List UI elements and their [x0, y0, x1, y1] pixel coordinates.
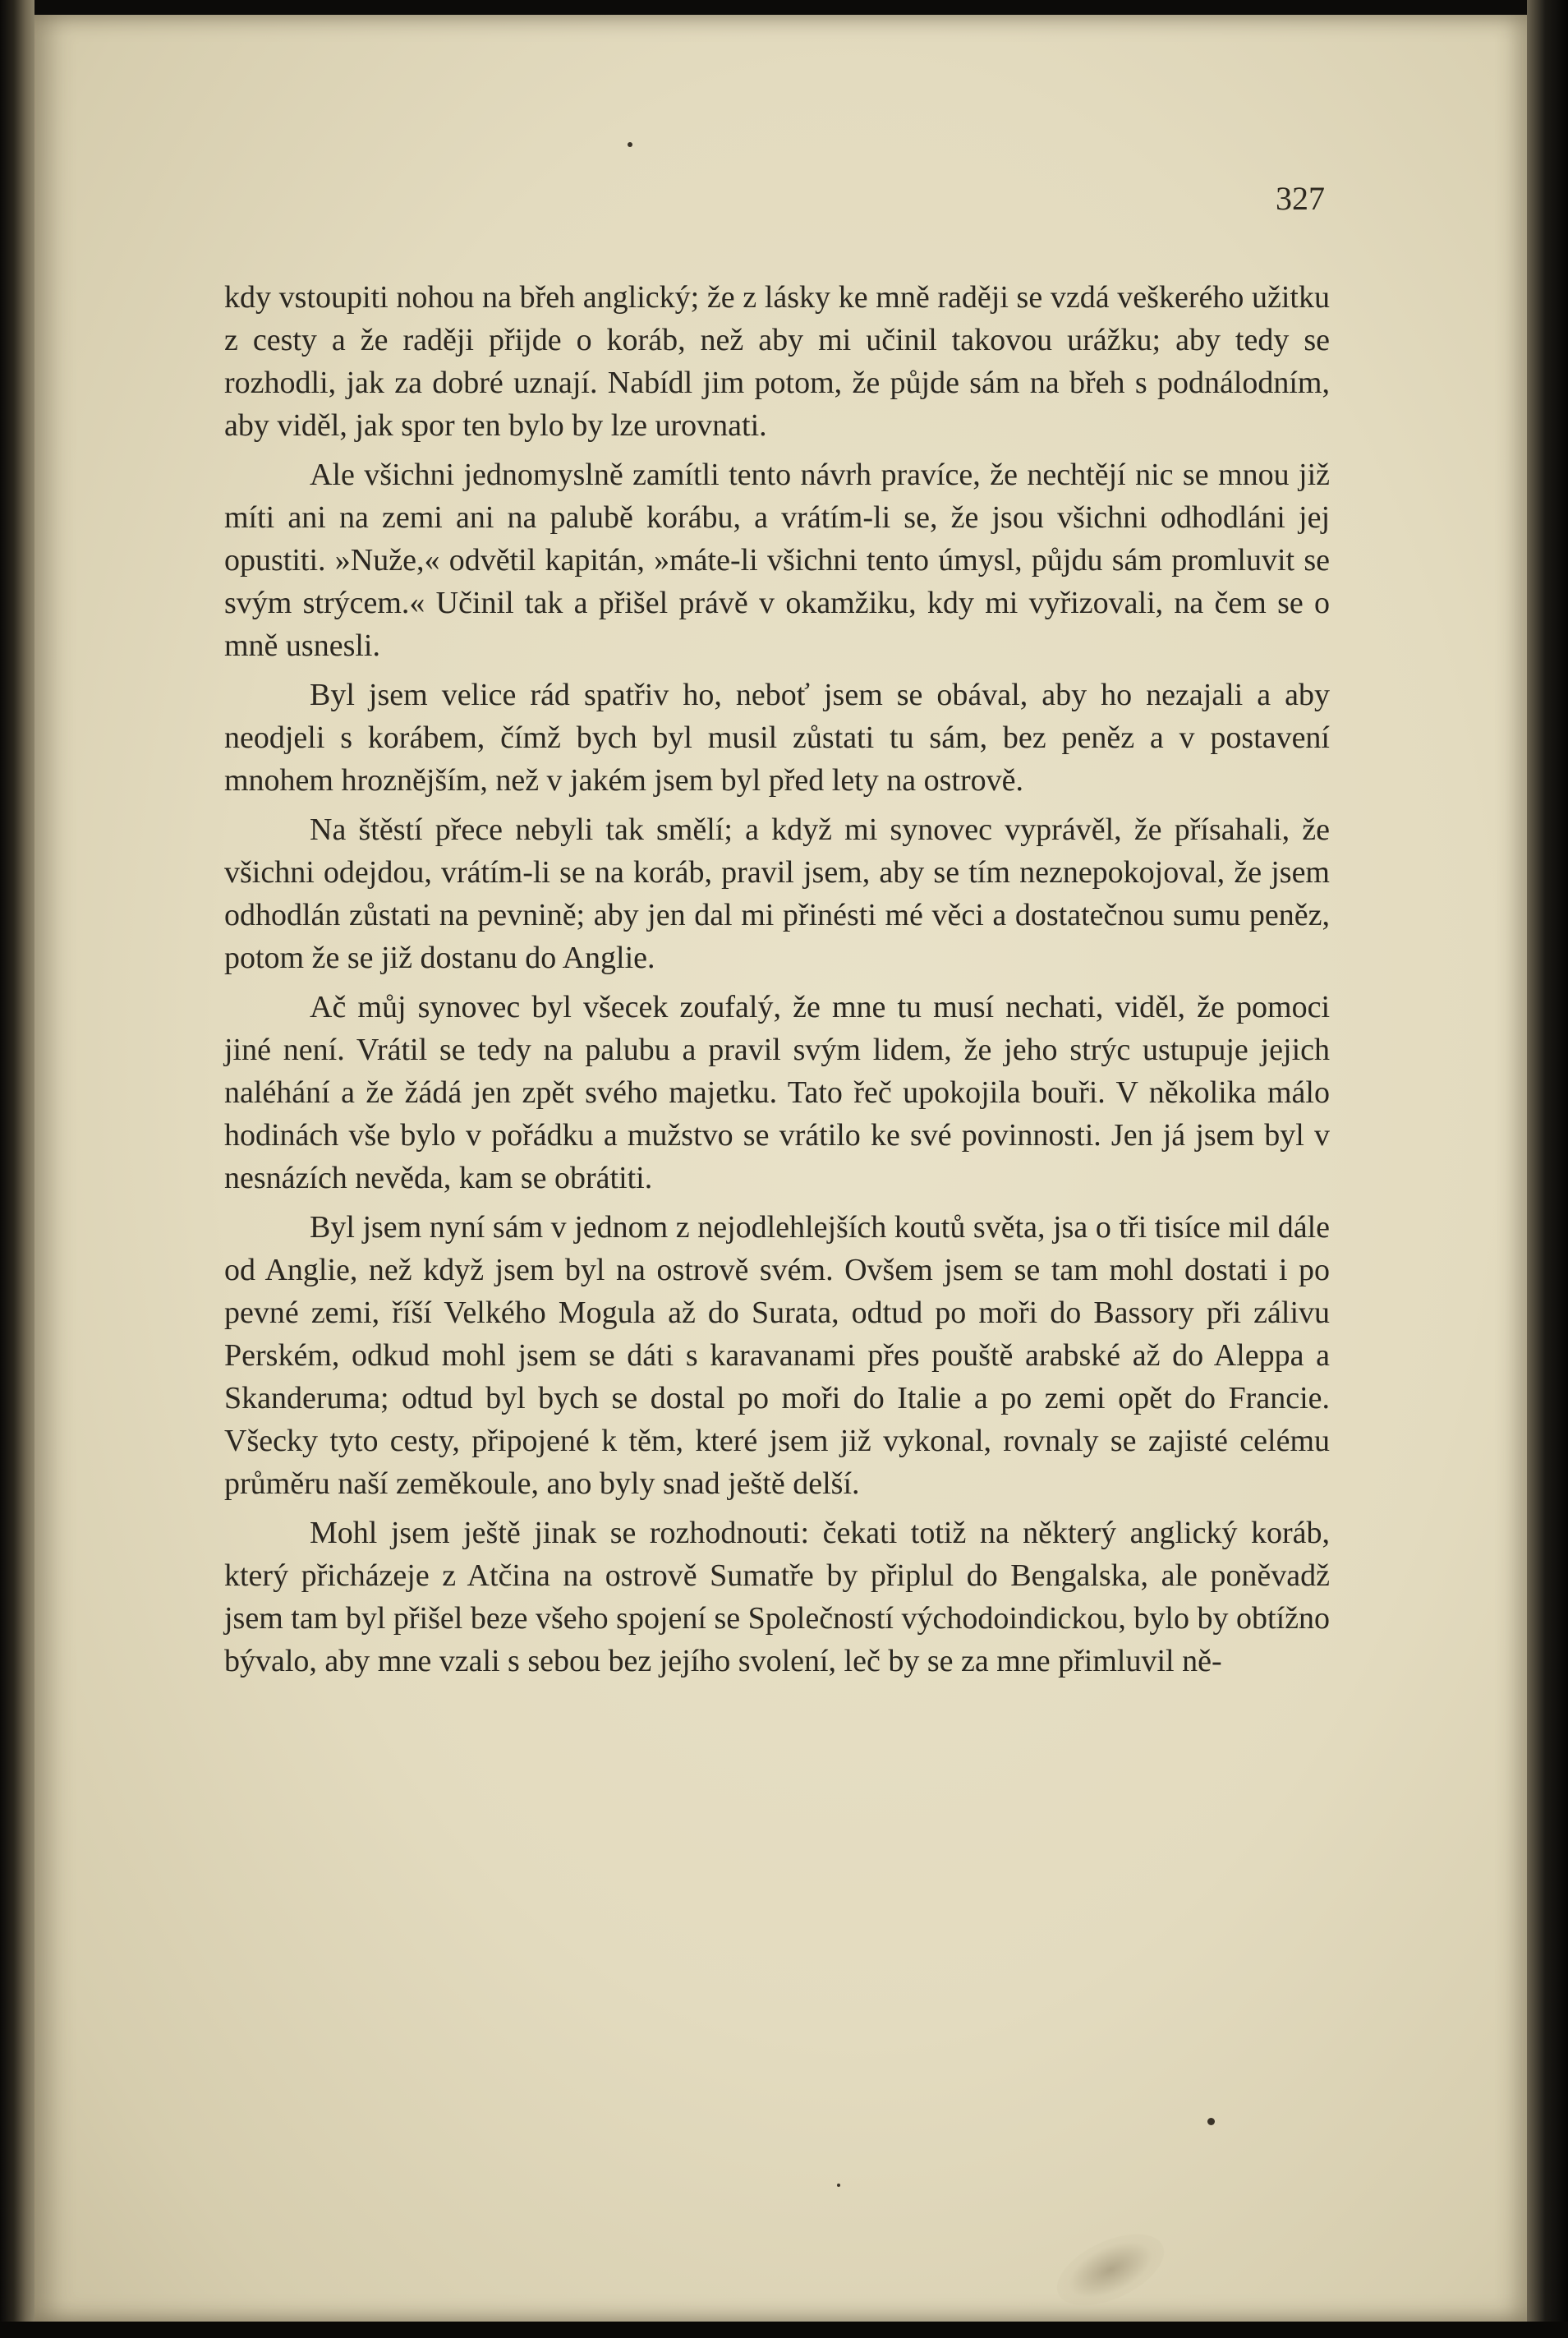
- paper-page: [34, 15, 1527, 2322]
- ink-speck-lower: [837, 2184, 840, 2187]
- paragraph-1: kdy vstoupiti nohou na břeh anglický; že z lásky ke mně raději se vzdá veškerého užitku z cesty a že raději přijde o koráb, než aby mi učinil takovou urážku; aby tedy se rozhodli, jak za dobré uznají. Nabídl jim potom, že půjde sám na břeh s podnálodním, aby viděl, jak spor ten bylo by lze urovnati.: [224, 280, 1330, 443]
- ink-speck-top: [628, 142, 632, 147]
- scan-top-edge: [0, 0, 1568, 16]
- paragraph-4: Na štěstí přece nebyli tak smělí; a když mi synovec vyprávěl, že přísahali, že všichni odejdou, vrátím-li se na koráb, pravil jsem, aby se tím neznepokojoval, že jsem odhodlán zůstati na pevnině; aby jen dal mi přinésti mé věci a dostatečnou sumu peněz, potom že se již dostanu do Anglie.: [224, 812, 1330, 975]
- paragraph-7: Mohl jsem ještě jinak se rozhodnouti: čekati totiž na některý anglický koráb, který přicházeje z Atčina na ostrově Sumatře by připlul do Bengalska, ale poněvadž jsem tam byl přišel beze všeho spojení se Společností východoindickou, bylo by obtížno bývalo, aby mne vzali s sebou bez jejího svolení, leč by se za mne přimluvil ně-: [224, 1516, 1330, 1678]
- paper-stain: [1046, 2220, 1175, 2321]
- paragraph-6: Byl jsem nyní sám v jednom z nejodlehlejších koutů světa, jsa o tři tisíce mil dále od Anglie, než když jsem byl na ostrově svém. Ovšem jsem se tam mohl dostati i po pevné zemi, říší Velkého Mogula až do Surata, odtud po moři do Bassory při zálivu Perském, odkud mohl jsem se dáti s karavanami přes pouště arabské až do Aleppa a Skanderuma; odtud byl bych se dostal po moři do Italie a po zemi opět do Francie. Všecky tyto cesty, připojené k těm, které jsem již vykonal, rovnaly se zajisté celému průměru naší zeměkoule, ano byly snad ještě delší.: [224, 1210, 1330, 1501]
- ink-speck-bottom: [1207, 2118, 1215, 2125]
- paragraph-5: Ač můj synovec byl všecek zoufalý, že mne tu musí nechati, viděl, že pomoci jiné není. Vrátil se tedy na palubu a pravil svým lidem, že jeho strýc ustupuje jejich naléhání a že žádá jen zpět svého majetku. Tato řeč upokojila bouři. V několika málo hodinách vše bylo v pořádku a mužstvo se vrátilo ke své povinnosti. Jen já jsem byl v nesnázích nevěda, kam se obrátiti.: [224, 990, 1330, 1195]
- paragraph-3: Byl jsem velice rád spatřiv ho, neboť jsem se obával, aby ho nezajali a aby neodjeli s korábem, čímž bych byl musil zůstati tu sám, bez peněz a v postavení mnohem hroznějším, než v jakém jsem byl před lety na ostrově.: [224, 678, 1330, 798]
- body-text: [224, 276, 1330, 1689]
- scan-bottom-edge: [0, 2322, 1568, 2338]
- book-spine-edge: [0, 0, 34, 2338]
- page-right-edge: [1527, 0, 1568, 2338]
- page-number: 327: [1276, 180, 1325, 217]
- paragraph-2: Ale všichni jednomyslně zamítli tento návrh pravíce, že nechtějí nic se mnou již míti ani na zemi ani na palubě korábu, a vrátím-li se, že jsou všichni odhodláni jej opustiti. »Nuže,« odvětil kapitán, »máte-li všichni tento úmysl, půjdu sám promluvit se svým strýcem.« Učinil tak a přišel právě v okamžiku, kdy mi vyřizovali, na čem se o mně usnesli.: [224, 458, 1330, 663]
